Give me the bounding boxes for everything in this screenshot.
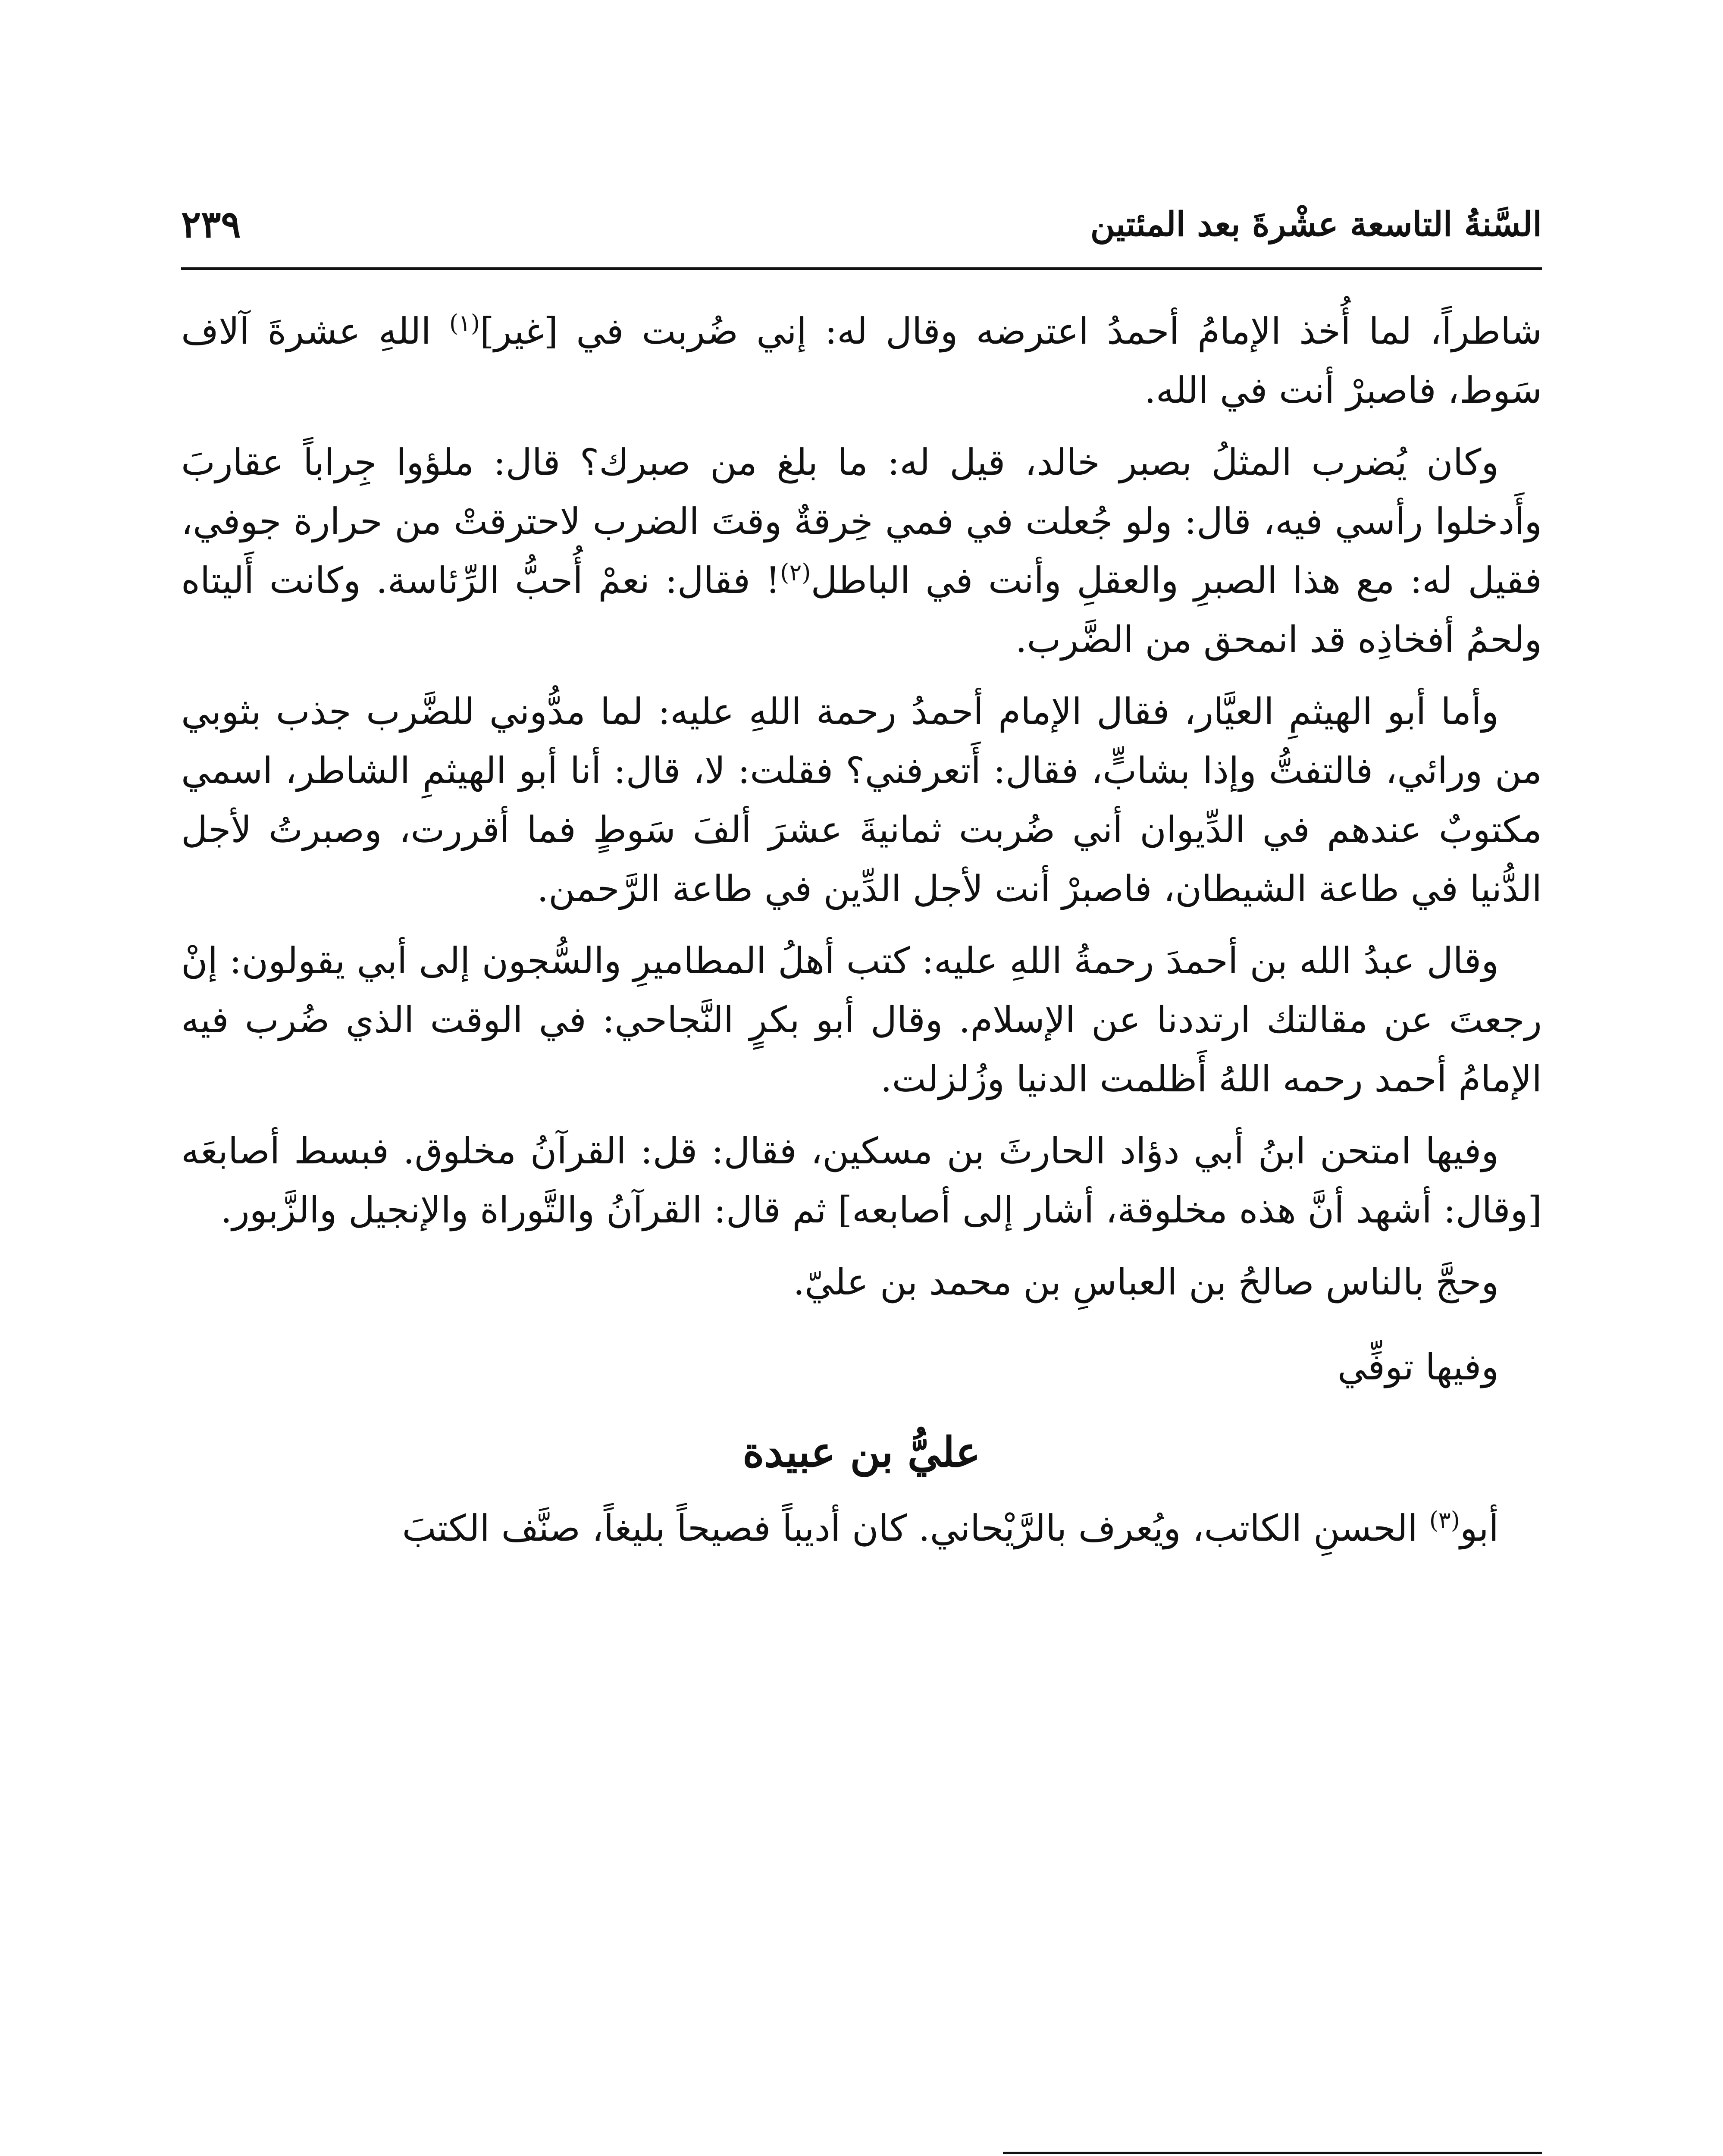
paragraph-text: الحسنِ الكاتب، ويُعرف بالرَّيْحاني. كان أديباً فصيحاً بليغاً، صنَّف الكتبَ (402, 1507, 1429, 1549)
paragraph (181, 302, 1542, 420)
paragraph: وحجَّ بالناس صالحُ بن العباسِ بن محمد بن عليّ. (793, 1261, 1499, 1303)
footnote-ref: (٢) (780, 559, 811, 586)
paragraph-text: ! فقال: نعمْ أُحبُّ الرِّئاسة. وكانت أَليتاه ولحمُ أفخاذِه قد انمحق من الضَّرب. (181, 559, 1542, 661)
footnote-ref: (١) (449, 310, 480, 337)
footnote-ref: (٣) (1429, 1507, 1460, 1534)
paragraph: وأما أبو الهيثمِ العيَّار، فقال الإمام أحمدُ رحمة اللهِ عليه: لما مدُّوني للضَّرب جذب بثوبي من ورائي، فالتفتُّ وإذا بشابٍّ، فقال: أَتعرفني؟ فقلت: لا، قال: أنا أبو الهيثمِ الشاطر، اسمي مكتوبٌ عندهم في الدِّيوان أني ضُربت ثمانيةَ عشرَ ألفَ سَوطٍ فما أقررت، وصبرتُ لأجل الدُّنيا في طاعة الشيطان، فاصبرْ أنت لأجل الدِّين في طاعة الرَّحمن. (181, 690, 1542, 910)
header-divider (181, 267, 1542, 270)
page-number: ٢٣٩ (181, 202, 241, 246)
paragraph: وفيها توفِّي (1337, 1346, 1499, 1388)
paragraph-text: شاطراً، لما أُخذ الإمامُ أحمدُ اعترضه وقال له: إني ضُربت في [غير] (480, 310, 1542, 352)
section-title: عليُّ بن عبيدة (742, 1428, 981, 1476)
paragraph: وفيها امتحن ابنُ أبي دؤاد الحارثَ بن مسكين، فقال: قل: القرآنُ مخلوق. فبسط أصابعَه [وقال: أشهد أنَّ هذه مخلوقة، أشار إلى أصابعه] ثم قال: القرآنُ والتَّوراة والإنجيل والزَّبور. (181, 1130, 1542, 1231)
running-title: السَّنةُ التاسعة عشْرةَ بعد المئتين (1090, 204, 1542, 244)
paragraph (181, 1499, 1542, 1558)
paragraph-text: وكان يُضرب المثلُ بصبر خالد، قيل له: ما بلغ من صبرك؟ قال: ملؤوا جِراباً عقاربَ وأَدخلوا رأسي فيه، قال: ولو جُعلت في فمي خِرقةٌ وقتَ الضرب لاحترقتْ من حرارة جوفي، فقيل له: مع هذا الصبرِ والعقلِ وأنت في الباطل (181, 441, 1542, 602)
paragraph (181, 433, 1542, 669)
paragraph-text: اللهِ عشرةَ آلاف سَوط، فاصبرْ أنت في الله. (181, 310, 1542, 411)
paragraph: وقال عبدُ الله بن أحمدَ رحمةُ اللهِ عليه: كتب أهلُ المطاميرِ والسُّجون إلى أبي يقولون: إنْ رجعتَ عن مقالتك ارتددنا عن الإسلام. وقال أبو بكرٍ النَّجاحي: في الوقت الذي ضُرب فيه الإمامُ أحمد رحمه اللهُ أَظلمت الدنيا وزُلزلت. (181, 940, 1542, 1100)
paragraph-text: أبو (1460, 1507, 1499, 1549)
main-text (181, 302, 1542, 1571)
footnote-divider (1003, 2152, 1542, 2154)
page-header (181, 190, 1542, 259)
